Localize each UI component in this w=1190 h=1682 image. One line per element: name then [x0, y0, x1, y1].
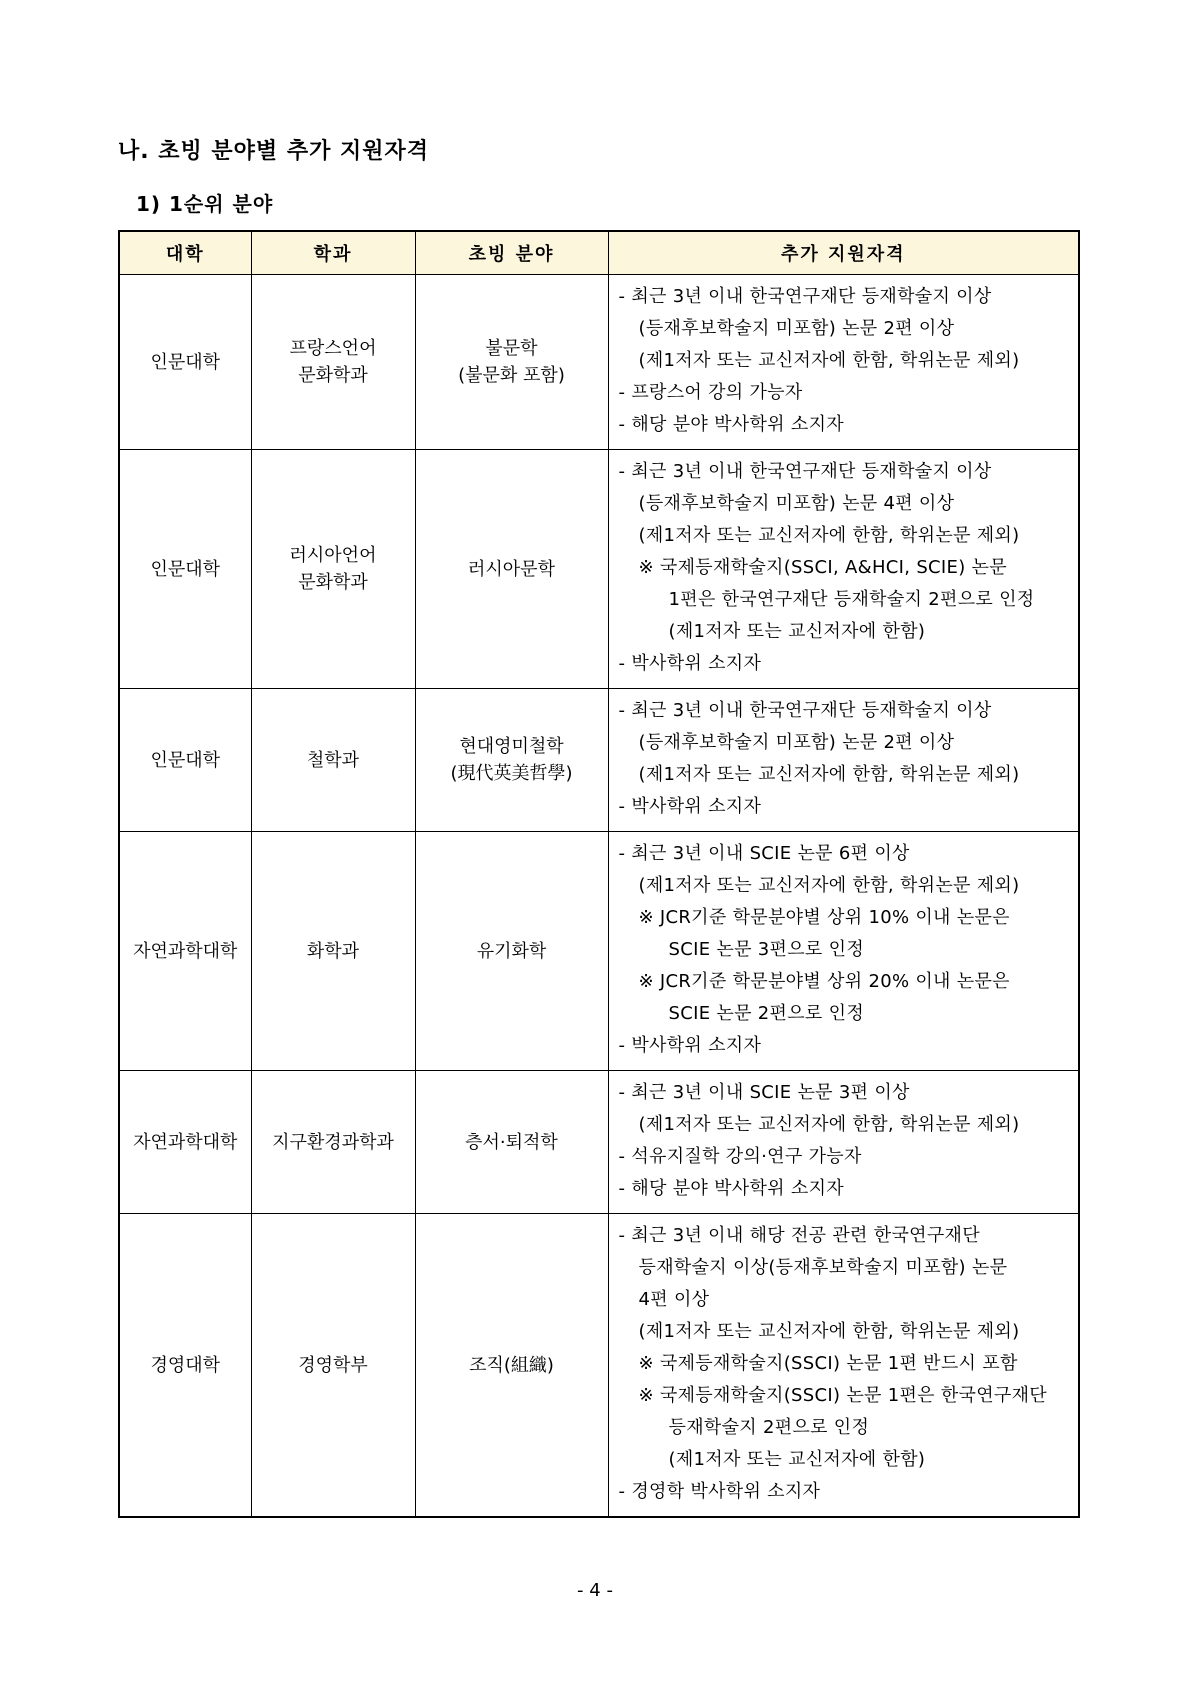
header-field: 초빙 분야 [415, 231, 608, 275]
requirement-line: (제1저자 또는 교신저자에 한함, 학위논문 제외) [638, 764, 1020, 785]
requirements-cell [608, 275, 1079, 450]
field-name-line: (現代英美哲學) [450, 763, 573, 784]
requirement-line: ※ JCR기준 학문분야별 상위 20% 이내 논문은 [638, 971, 1010, 992]
requirement-line: - 해당 분야 박사학위 소지자 [618, 414, 844, 435]
requirement-line: (등재후보학술지 미포함) 논문 2편 이상 [638, 732, 955, 753]
field-name-line: 러시아문학 [468, 558, 555, 580]
college-cell [119, 275, 251, 450]
requirement-line: - 경영학 박사학위 소지자 [618, 1481, 821, 1502]
requirement-line: (제1저자 또는 교신저자에 한함, 학위논문 제외) [638, 525, 1020, 546]
requirements-cell [608, 689, 1079, 832]
department-name-line: 경영학부 [298, 1354, 368, 1376]
requirement-line: - 최근 3년 이내 한국연구재단 등재학술지 이상 [618, 700, 992, 721]
college-name: 인문대학 [150, 749, 221, 771]
requirement-line: - 최근 3년 이내 SCIE 논문 3편 이상 [618, 1082, 910, 1103]
field-cell [415, 1214, 608, 1518]
college-name: 인문대학 [150, 558, 221, 580]
department-name-line: 화학과 [306, 940, 360, 962]
requirement-line: (등재후보학술지 미포함) 논문 2편 이상 [638, 318, 955, 339]
requirement-line: - 박사학위 소지자 [618, 796, 762, 817]
requirement-line: 1편은 한국연구재단 등재학술지 2편으로 인정 [668, 589, 1035, 610]
college-name: 경영대학 [150, 1354, 221, 1376]
field-cell [415, 275, 608, 450]
table-row [119, 689, 1079, 832]
requirement-line: ※ JCR기준 학문분야별 상위 10% 이내 논문은 [638, 907, 1010, 928]
requirement-line: - 박사학위 소지자 [618, 1035, 762, 1056]
page-number: - 4 - [577, 1580, 613, 1601]
field-name-line: 유기화학 [476, 940, 547, 962]
table-row [119, 1214, 1079, 1518]
requirement-line: (제1저자 또는 교신저자에 한함, 학위논문 제외) [638, 1321, 1020, 1342]
field-name-line: (불문화 포함) [458, 365, 565, 386]
college-cell [119, 450, 251, 689]
department-cell [251, 1071, 415, 1214]
department-cell [251, 689, 415, 832]
department-name-line: 지구환경과학과 [272, 1131, 394, 1153]
requirement-line: - 최근 3년 이내 SCIE 논문 6편 이상 [618, 843, 910, 864]
field-name-line: 불문학 [485, 338, 538, 359]
requirement-line: - 최근 3년 이내 한국연구재단 등재학술지 이상 [618, 286, 992, 307]
requirement-line: - 최근 3년 이내 해당 전공 관련 한국연구재단 [618, 1225, 980, 1246]
field-name-line: 층서·퇴적학 [465, 1131, 558, 1153]
department-name-line: 문화학과 [298, 572, 368, 593]
table-row [119, 275, 1079, 450]
requirement-line: ※ 국제등재학술지(SSCI, A&HCI, SCIE) 논문 [638, 557, 1007, 578]
college-cell [119, 1071, 251, 1214]
table-row [119, 832, 1079, 1071]
college-cell [119, 689, 251, 832]
header-requirements: 추가 지원자격 [608, 231, 1079, 275]
qualification-table [118, 230, 1080, 1518]
table-row [119, 1071, 1079, 1214]
table-header-row [119, 231, 1079, 275]
section-heading: 나. 초빙 분야별 추가 지원자격 [118, 139, 430, 164]
department-name-line: 철학과 [306, 749, 360, 771]
requirement-line: 등재학술지 이상(등재후보학술지 미포함) 논문 [638, 1257, 1008, 1278]
department-name-line: 프랑스언어 [289, 338, 377, 359]
requirement-line: (제1저자 또는 교신저자에 한함, 학위논문 제외) [638, 875, 1020, 896]
department-cell [251, 450, 415, 689]
requirements-cell [608, 1071, 1079, 1214]
department-cell [251, 832, 415, 1071]
field-name-line: 조직(組織) [469, 1354, 554, 1376]
requirements-cell [608, 450, 1079, 689]
field-cell [415, 832, 608, 1071]
field-cell [415, 689, 608, 832]
requirement-line: (등재후보학술지 미포함) 논문 4편 이상 [638, 493, 955, 514]
college-cell [119, 1214, 251, 1518]
department-name-line: 문화학과 [298, 365, 368, 386]
field-name-line: 현대영미철학 [459, 736, 564, 757]
department-cell [251, 275, 415, 450]
requirement-line: ※ 국제등재학술지(SSCI) 논문 1편은 한국연구재단 [638, 1385, 1047, 1406]
requirement-line: (제1저자 또는 교신저자에 한함) [668, 1449, 926, 1470]
college-name: 자연과학대학 [133, 1131, 238, 1153]
requirement-line: (제1저자 또는 교신저자에 한함) [668, 621, 926, 642]
college-cell [119, 832, 251, 1071]
requirements-cell [608, 832, 1079, 1071]
requirement-line: - 프랑스어 강의 가능자 [618, 382, 803, 403]
requirement-line: 4편 이상 [638, 1289, 710, 1310]
table-row [119, 450, 1079, 689]
requirements-cell [608, 1214, 1079, 1518]
field-cell [415, 450, 608, 689]
requirement-line: (제1저자 또는 교신저자에 한함, 학위논문 제외) [638, 1114, 1020, 1135]
requirement-line: - 박사학위 소지자 [618, 653, 762, 674]
header-department: 학과 [251, 231, 415, 275]
college-name: 인문대학 [150, 351, 221, 373]
college-name: 자연과학대학 [133, 940, 238, 962]
requirement-line: SCIE 논문 2편으로 인정 [668, 1003, 865, 1024]
requirement-line: ※ 국제등재학술지(SSCI) 논문 1편 반드시 포함 [638, 1353, 1018, 1374]
requirement-line: - 해당 분야 박사학위 소지자 [618, 1178, 844, 1199]
requirement-line: (제1저자 또는 교신저자에 한함, 학위논문 제외) [638, 350, 1020, 371]
header-college: 대학 [119, 231, 251, 275]
subsection-heading: 1) 1순위 분야 [136, 192, 274, 216]
requirement-line: - 최근 3년 이내 한국연구재단 등재학술지 이상 [618, 461, 992, 482]
department-cell [251, 1214, 415, 1518]
requirement-line: - 석유지질학 강의·연구 가능자 [618, 1146, 862, 1167]
requirement-line: SCIE 논문 3편으로 인정 [668, 939, 865, 960]
requirement-line: 등재학술지 2편으로 인정 [668, 1417, 870, 1438]
field-cell [415, 1071, 608, 1214]
department-name-line: 러시아언어 [289, 545, 377, 566]
